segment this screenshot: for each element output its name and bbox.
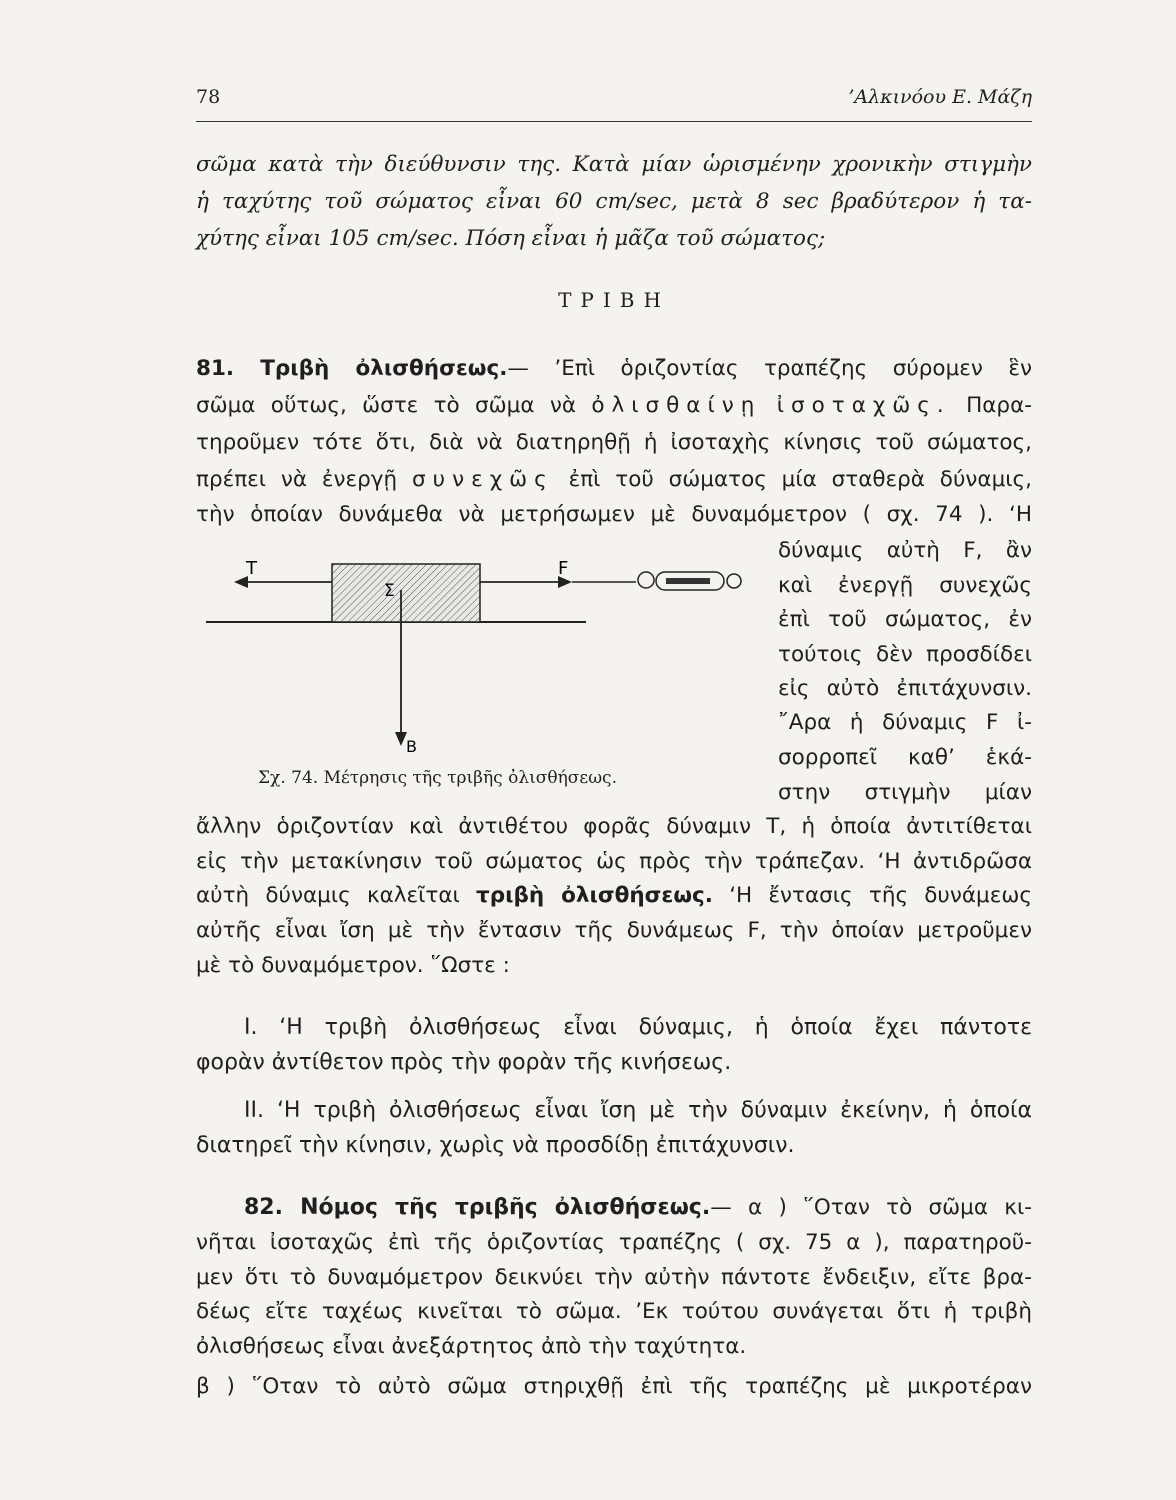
para81-line: [196, 391, 1032, 421]
side-line: τούτοις δὲν προσδίδει: [778, 642, 1032, 667]
para82-heading: 82. Νόμος τῆς τριβῆς ὀλισθήσεως.: [244, 1195, 711, 1220]
para82-line: νῆται ἰσοταχῶς ἐπὶ τῆς ὁριζοντίας τραπέζης ( σχ. 75 α ), παρατηροῦ-: [196, 1230, 1032, 1255]
text-span: ‘Η ἔντασις τῆς δυνάμεως: [729, 883, 1032, 908]
side-line: στην στιγμὴν μίαν: [778, 780, 1032, 805]
para81-heading: 81. Τριβὴ ὀλισθήσεως.: [196, 356, 508, 381]
law-I-line: φορὰν ἀντίθετον πρὸς τὴν φορὰν τῆς κινήσεως.: [196, 1050, 732, 1075]
label-Sigma: Σ: [384, 581, 395, 601]
spaced-word: συνεχῶς: [412, 467, 554, 492]
para81-line: τὴν ὁποίαν δυνάμεθα νὰ μετρήσωμεν μὲ δυναμόμετρον ( σχ. 74 ). ‘Η: [196, 502, 1032, 527]
label-T: T: [246, 558, 257, 579]
author-name: ’Αλκινόου Ε. Μάζη: [848, 86, 1032, 108]
section-title: ΤΡΙΒΗ: [558, 288, 670, 312]
figure-74: [196, 540, 766, 765]
text-span: Παρα-: [966, 393, 1033, 418]
text-span: ἐπὶ τοῦ σώματος μία σταθερὰ δύναμις,: [568, 467, 1032, 492]
problem-line: ἡ ταχύτης τοῦ σώματος εἶναι 60 cm/sec, μετὰ 8 sec βραδύτερον ἡ τα-: [196, 189, 1032, 214]
header-rule: [196, 121, 1032, 122]
text-span: αὐτὴ δύναμις καλεῖται: [196, 883, 460, 908]
spaced-word: ὀλισθαίνῃ: [591, 393, 762, 418]
text-span: σῶμα οὕτως, ὥστε τὸ σῶμα νὰ: [196, 393, 577, 418]
law-II-line: διατηρεῖ τὴν κίνησιν, χωρὶς νὰ προσδίδῃ ἐπιτάχυνσιν.: [196, 1133, 795, 1158]
dynamometer-scale: [666, 578, 710, 584]
label-B: B: [406, 737, 417, 756]
para82-text: — α ) ῞Οταν τὸ σῶμα κι-: [710, 1195, 1033, 1220]
para82-line: [244, 1193, 1032, 1223]
problem-line: σῶμα κατὰ τὴν διεύθυνσιν της. Κατὰ μίαν ὡρισμένην χρονικὴν στιγμὴν: [196, 152, 1032, 177]
para81-line: εἰς τὴν μετακίνησιν τοῦ σώματος ὡς πρὸς τὴν τράπεζαν. ‘Η ἀντιδρῶσα: [196, 849, 1032, 874]
para81-line: τηροῦμεν τότε ὅτι, διὰ νὰ διατηρηθῇ ἡ ἰσοταχὴς κίνησις τοῦ σώματος,: [196, 430, 1032, 455]
side-line: σορροπεῖ καθ’ ἑκά-: [778, 745, 1032, 770]
para81-text: — ’Επὶ ὁριζοντίας τραπέζης σύρομεν ἓν: [507, 356, 1032, 381]
sliding-block: [332, 564, 480, 622]
bold-term: τριβὴ ὀλισθήσεως.: [476, 883, 713, 908]
para81-line: [196, 465, 1032, 495]
para81-line: [196, 354, 1032, 384]
para81-line: ἄλλην ὁριζοντίαν καὶ ἀντιθέτου φορᾶς δύναμιν Τ, ἡ ὁποία ἀντιτίθεται: [196, 814, 1032, 839]
text-span: πρέπει νὰ ἐνεργῇ: [196, 467, 398, 492]
law-II-line: ΙΙ. ‘Η τριβὴ ὀλισθήσεως εἶναι ἴση μὲ τὴν δύναμιν ἐκείνην, ἡ ὁποία: [244, 1098, 1032, 1123]
side-line: δύναμις αὐτὴ F, ἂν: [778, 538, 1032, 563]
dynamometer-ring: [727, 574, 741, 588]
law-I-line: Ι. ‘Η τριβὴ ὀλισθήσεως εἶναι δύναμις, ἡ ὁποία ἔχει πάντοτε: [244, 1015, 1032, 1040]
side-line: ἐπὶ τοῦ σώματος, ἐν: [778, 607, 1032, 632]
para82-line: δέως εἴτε ταχέως κινεῖται τὸ σῶμα. ’Εκ τούτου συνάγεται ὅτι ἡ τριβὴ: [196, 1299, 1032, 1324]
side-line: καὶ ἐνεργῇ συνεχῶς: [778, 573, 1032, 598]
para81-line: αὐτῆς εἶναι ἴση μὲ τὴν ἔντασιν τῆς δυνάμεως F, τὴν ὁποίαν μετροῦμεν: [196, 918, 1032, 943]
para81-line: [196, 881, 1032, 911]
dynamometer-hook: [638, 572, 654, 588]
side-line: ῎Αρα ἡ δύναμις F ἰ-: [778, 710, 1032, 735]
para82-line: β ) ῞Οταν τὸ αὐτὸ σῶμα στηριχθῇ ἐπὶ τῆς τραπέζης μὲ μικροτέραν: [196, 1374, 1032, 1399]
para81-line: μὲ τὸ δυναμόμετρον. ῞Ωστε :: [196, 953, 510, 978]
para82-line: μεν ὅτι τὸ δυναμόμετρον δεικνύει τὴν αὐτὴν πάντοτε ἔνδειξιν, εἴτε βρα-: [196, 1265, 1032, 1290]
problem-line: χύτης εἶναι 105 cm/sec. Πόση εἶναι ἡ μᾶζα τοῦ σώματος;: [196, 226, 826, 251]
para82-line: ὀλισθήσεως εἶναι ἀνεξάρτητος ἀπὸ τὴν ταχύτητα.: [196, 1334, 747, 1359]
spaced-word: ἰσοταχῶς.: [776, 393, 951, 418]
page-number: 78: [196, 86, 221, 108]
figure-caption: Σχ. 74. Μέτρησις τῆς τριβῆς ὀλισθήσεως.: [258, 768, 617, 788]
running-header: [196, 86, 1032, 116]
label-F: F: [558, 558, 569, 579]
side-line: εἰς αὐτὸ ἐπιτάχυνσιν.: [778, 676, 1032, 701]
